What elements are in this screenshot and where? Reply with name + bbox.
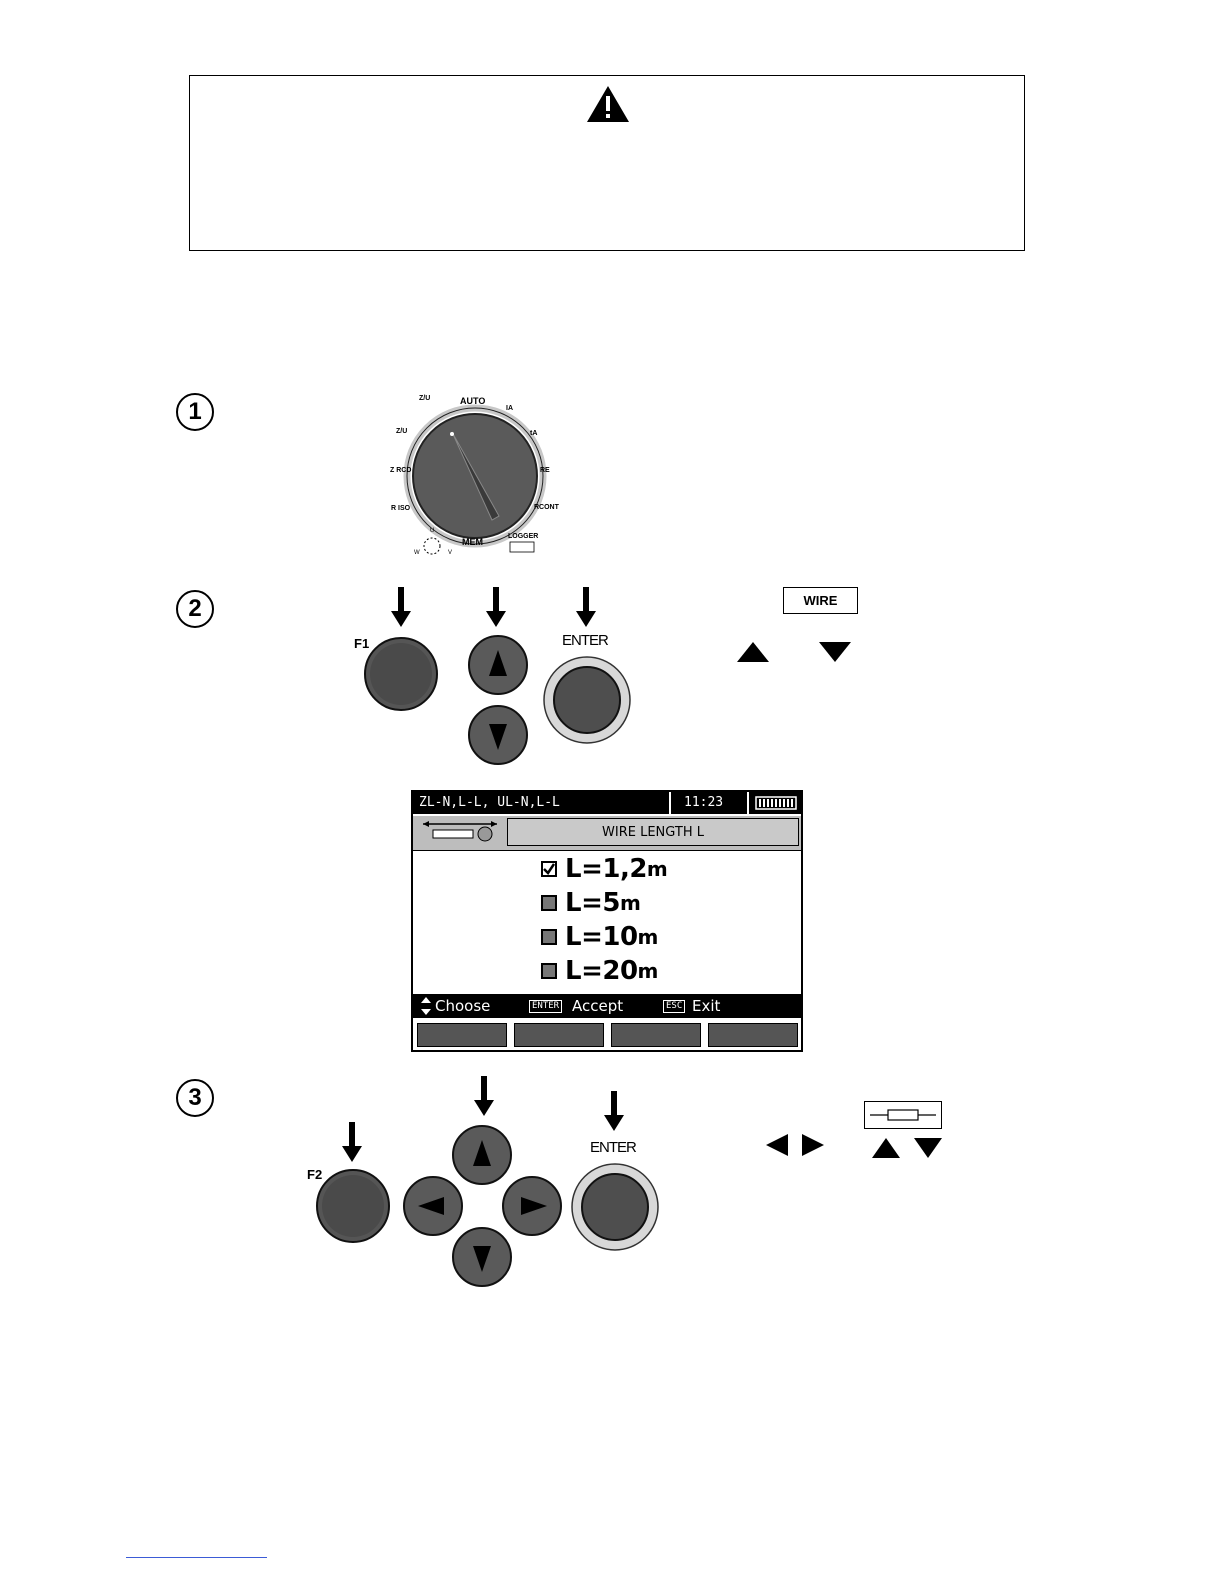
enter-label: ENTER <box>590 1139 636 1156</box>
rotary-switch-icon <box>388 388 563 566</box>
svg-text:RCONT: RCONT <box>534 504 559 511</box>
rotary-label-logger: LOGGER <box>508 533 539 540</box>
svg-text:W: W <box>414 550 420 556</box>
svg-text:tA: tA <box>530 430 538 437</box>
enter-button[interactable] <box>541 654 633 746</box>
enter-button[interactable] <box>569 1161 661 1253</box>
option-l-1-2[interactable] <box>541 853 668 885</box>
step-3-circle <box>176 1079 214 1117</box>
option-label: L=20 <box>565 956 638 986</box>
down-button[interactable] <box>467 704 529 766</box>
down-arrow-icon <box>576 587 596 629</box>
up-down-arrows-icon <box>871 1137 943 1159</box>
lcd-help-bar <box>413 994 801 1018</box>
svg-text:V: V <box>448 550 453 556</box>
option-unit: m <box>637 925 659 949</box>
softkey-3[interactable] <box>611 1023 701 1047</box>
left-right-arrows-icon <box>766 1133 826 1157</box>
option-label: L=10 <box>565 922 638 952</box>
down-triangle-icon <box>818 641 852 663</box>
up-down-icon <box>421 997 431 1015</box>
f2-button[interactable] <box>315 1168 391 1244</box>
option-l-20[interactable] <box>541 955 658 987</box>
lcd-mode: ZL-N,L-L, UL-N,L-L <box>419 795 560 810</box>
f1-label: F1 <box>354 636 370 651</box>
fuse-icon <box>864 1101 942 1129</box>
softkey-1[interactable] <box>417 1023 507 1047</box>
down-arrow-icon <box>486 587 506 629</box>
option-l-5[interactable] <box>541 887 641 919</box>
svg-text:R ISO: R ISO <box>391 505 411 512</box>
f1-button[interactable] <box>363 636 439 712</box>
down-arrow-icon <box>604 1091 624 1133</box>
checkbox-icon <box>541 895 557 911</box>
help-accept: Accept <box>572 997 624 1015</box>
step-1-circle <box>176 393 214 431</box>
step-3-number: 3 <box>188 1084 202 1111</box>
rotary-label-auto: AUTO <box>460 396 486 406</box>
warning-triangle-icon <box>585 84 631 124</box>
svg-text:RE: RE <box>540 467 550 474</box>
down-arrow-icon <box>391 587 411 629</box>
checkbox-icon <box>541 929 557 945</box>
option-unit: m <box>646 857 668 881</box>
help-choose: Choose <box>435 997 491 1015</box>
softkey-2[interactable] <box>514 1023 604 1047</box>
down-arrow-icon <box>342 1122 362 1164</box>
lcd-screen <box>411 790 803 1052</box>
lcd-title-row <box>413 816 801 851</box>
lcd-title: WIRE LENGTH L <box>507 818 799 846</box>
softkey-4[interactable] <box>708 1023 798 1047</box>
option-label: L=5 <box>565 888 620 918</box>
esc-key-label: ESC <box>663 1000 685 1013</box>
checkbox-checked-icon <box>541 861 557 877</box>
warning-box <box>189 75 1025 251</box>
battery-icon <box>755 796 797 810</box>
svg-text:U: U <box>430 528 435 534</box>
enter-label: ENTER <box>562 632 608 649</box>
down-arrow-icon <box>474 1076 494 1118</box>
option-label: L=1,2 <box>565 854 647 884</box>
step-1-number: 1 <box>188 398 202 425</box>
svg-text:Z RCD: Z RCD <box>390 467 412 474</box>
option-unit: m <box>619 891 641 915</box>
svg-text:IA: IA <box>506 405 513 412</box>
wire-box <box>783 587 858 614</box>
enter-key-label: ENTER <box>529 1000 562 1013</box>
wire-box-label: WIRE <box>803 593 838 608</box>
option-l-10[interactable] <box>541 921 658 953</box>
help-exit: Exit <box>692 997 721 1015</box>
wire-probe-icon <box>419 820 503 846</box>
step-2-circle <box>176 590 214 628</box>
checkbox-icon <box>541 963 557 979</box>
up-button[interactable] <box>467 634 529 696</box>
svg-text:Z/U: Z/U <box>396 428 408 435</box>
down-button[interactable] <box>451 1226 513 1288</box>
option-unit: m <box>637 959 659 983</box>
svg-text:Z/U: Z/U <box>419 395 431 402</box>
rotary-label-mem: MEM <box>462 537 483 547</box>
f2-label: F2 <box>307 1167 323 1182</box>
footnote-rule <box>126 1557 267 1558</box>
lcd-time: 11:23 <box>684 795 724 810</box>
lcd-status-bar <box>413 792 801 814</box>
up-triangle-icon <box>736 641 770 663</box>
step-2-number: 2 <box>188 595 202 622</box>
